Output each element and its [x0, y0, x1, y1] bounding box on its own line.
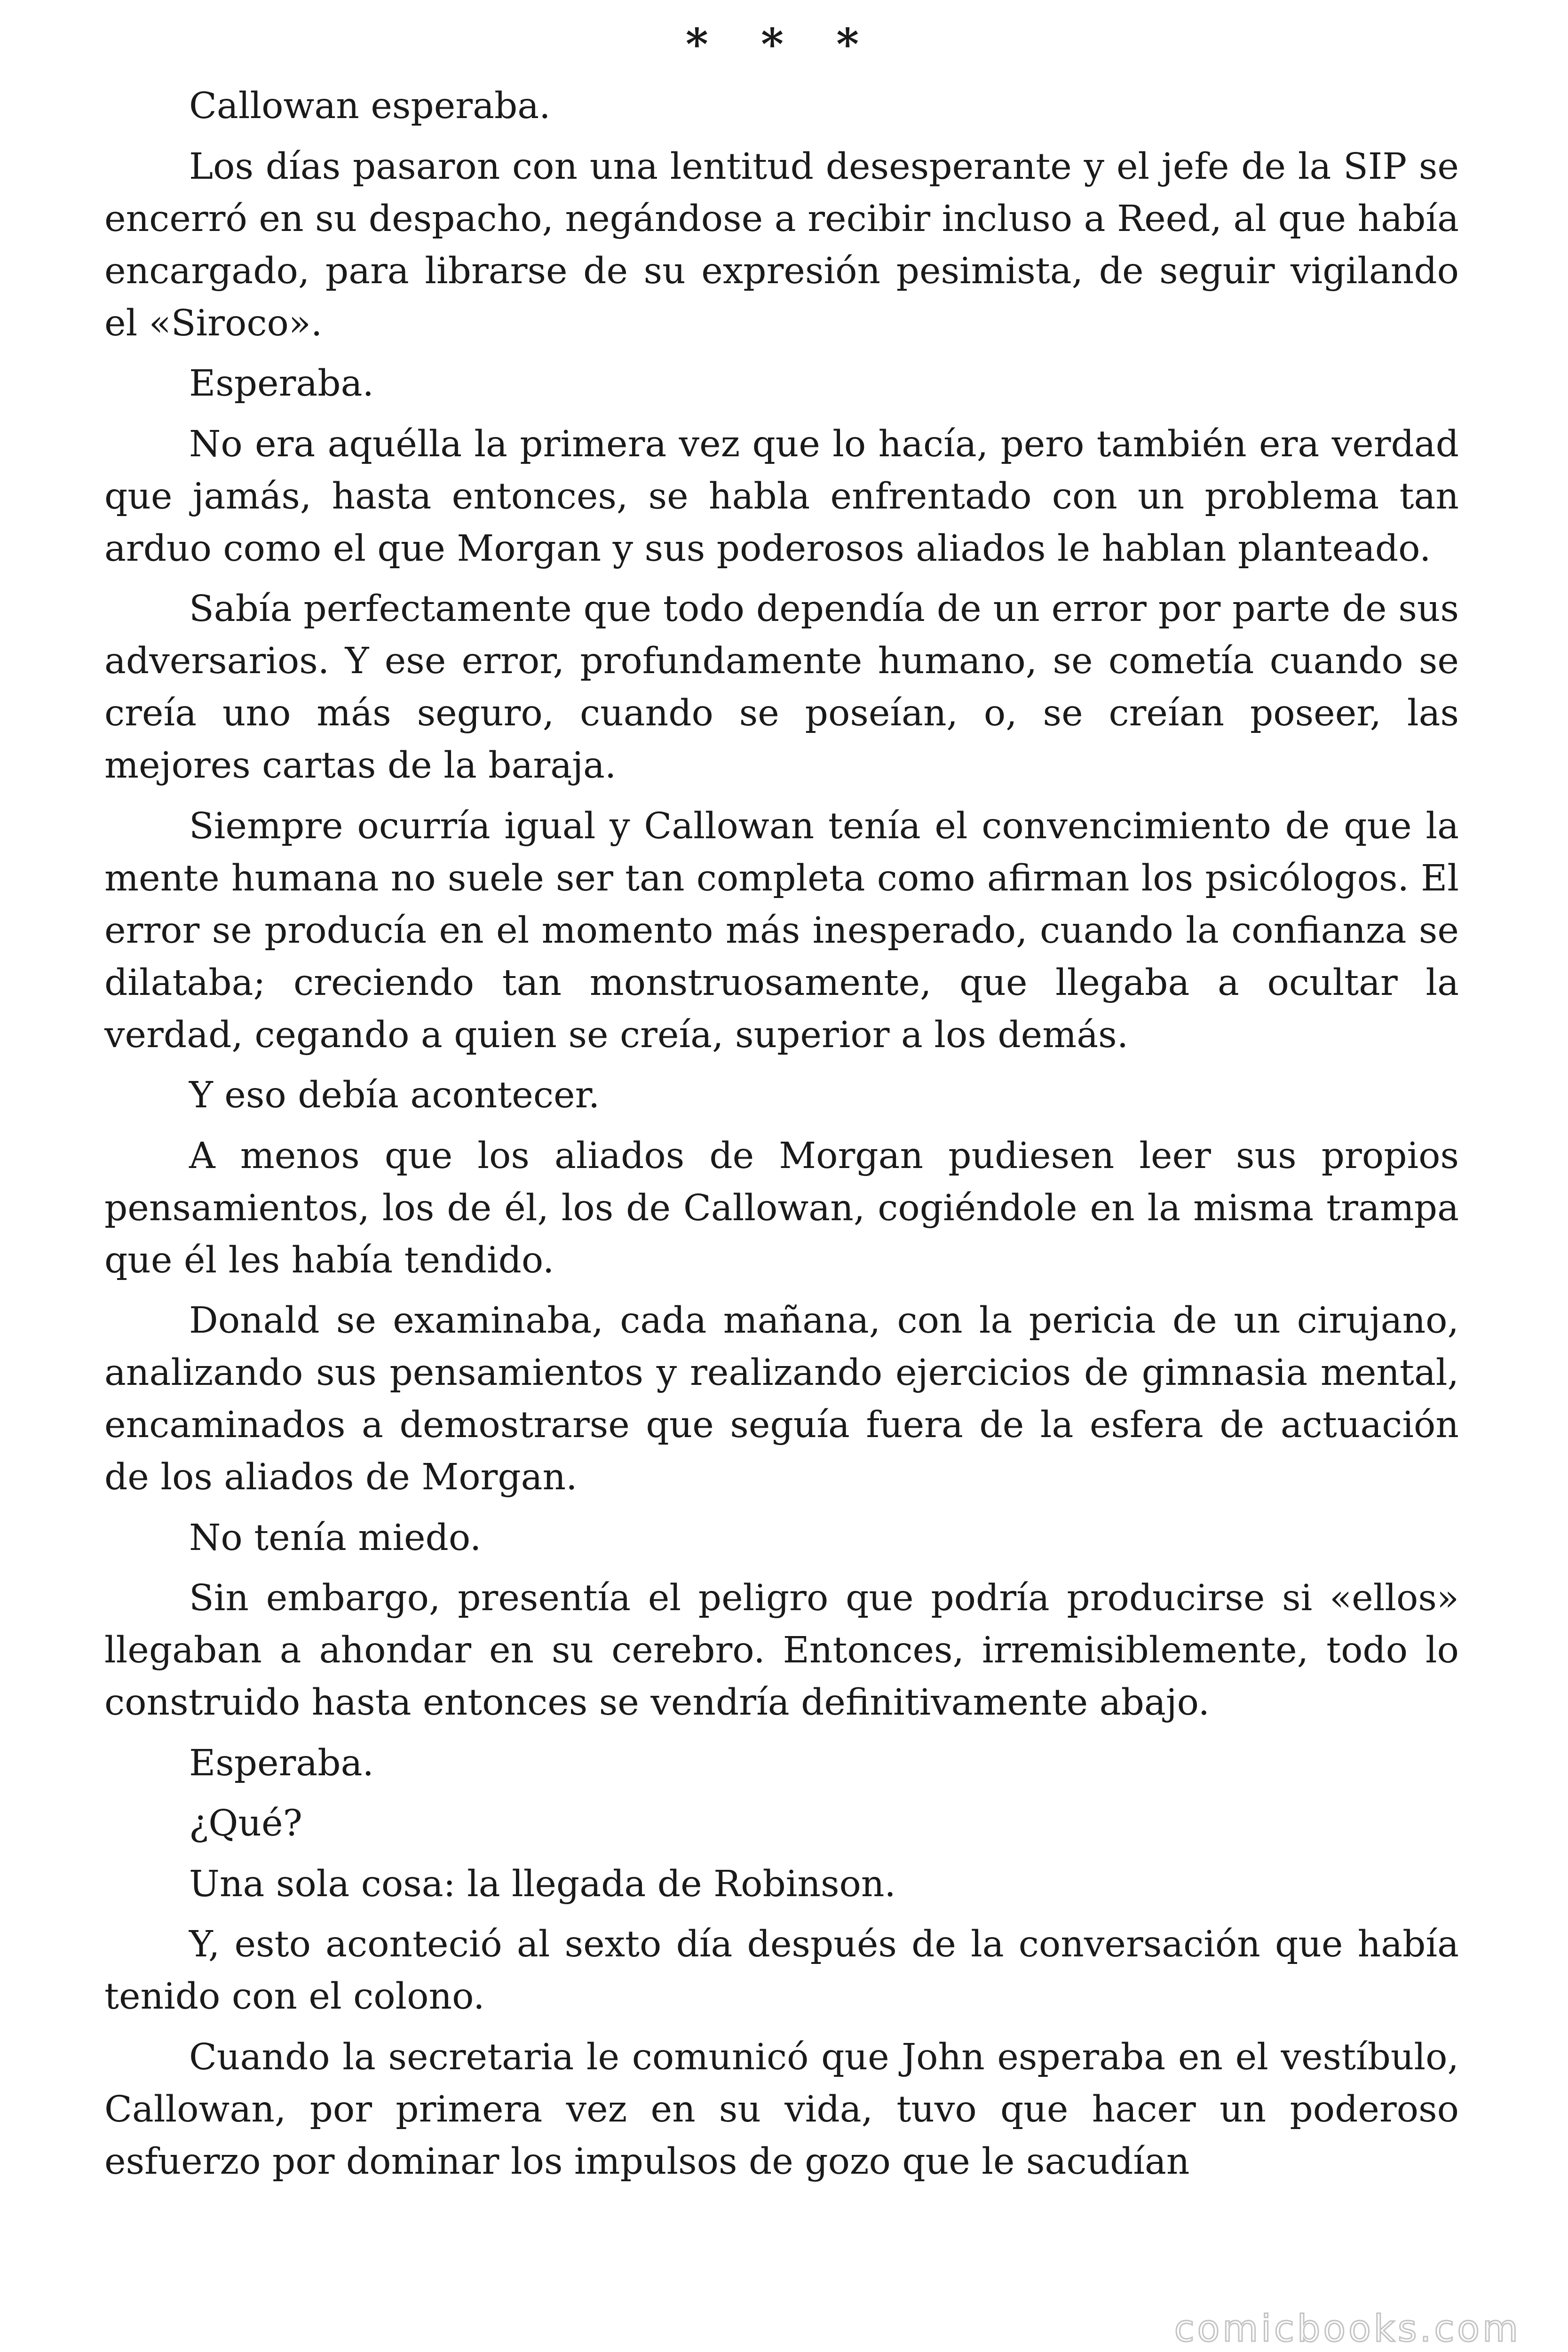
paragraph: No era aquélla la primera vez que lo hacía, pero también era verdad que jamás, hasta entonces, se habla enfrentado con un problema tan arduo como el que Morgan y sus poderosos aliados le hablan planteado.: [104, 423, 1459, 570]
paragraph: Callowan esperaba.: [189, 85, 551, 127]
book-page: [104, 0, 1459, 2352]
paragraph: No tenía miedo.: [189, 1517, 482, 1559]
paragraph: ¿Qué?: [189, 1803, 302, 1844]
paragraph: Y eso debía acontecer.: [189, 1074, 600, 1116]
paragraph: Sin embargo, presentía el peligro que podría producirse si «ellos» llegaban a ahondar en su cerebro. Entonces, irremisiblemente, todo lo construido hasta entonces se vendría definitivamente abajo.: [104, 1577, 1459, 1724]
paragraph: Los días pasaron con una lentitud desesperante y el jefe de la SIP se encerró en su despacho, negándose a recibir incluso a Reed, al que había encargado, para librarse de su expresión pesimista, de seguir vigilando el «Siroco».: [104, 145, 1459, 344]
paragraph: Y, esto aconteció al sexto día después de la conversación que había tenido con el colono.: [104, 1923, 1459, 2018]
body-text: [104, 80, 1459, 2188]
paragraph: Esperaba.: [189, 363, 374, 405]
paragraph: Sabía perfectamente que todo dependía de un error por parte de sus adversarios. Y ese error, profundamente humano, se cometía cuando se creía uno más seguro, cuando se poseían, o, se creían poseer, las mejores cartas de la baraja.: [104, 588, 1459, 787]
paragraph: Siempre ocurría igual y Callowan tenía el convencimiento de que la mente humana no suele ser tan completa como afirman los psicólogos. El error se producía en el momento más inesperado, cuando la confianza se dilataba; creciendo tan monstruosamente, que llegaba a ocultar la verdad, cegando a quien se creía, superior a los demás.: [104, 805, 1459, 1056]
watermark: comicbooks.com: [1174, 2308, 1521, 2350]
section-separator: * * *: [685, 19, 878, 70]
paragraph: A menos que los aliados de Morgan pudiesen leer sus propios pensamientos, los de él, los de Callowan, cogiéndole en la misma trampa que él les había tendido.: [104, 1135, 1459, 1281]
paragraph: Donald se examinaba, cada mañana, con la pericia de un cirujano, analizando sus pensamientos y realizando ejercicios de gimnasia mental, encaminados a demostrarse que seguía fuera de la esfera de actuación de los aliados de Morgan.: [104, 1300, 1459, 1498]
paragraph: Esperaba.: [189, 1742, 374, 1784]
paragraph: Cuando la secretaria le comunicó que John esperaba en el vestíbulo, Callowan, por primera vez en su vida, tuvo que hacer un poderoso esfuerzo por dominar los impulsos de gozo que le sacudían: [104, 2036, 1459, 2183]
paragraph: Una sola cosa: la llegada de Robinson.: [189, 1863, 896, 1905]
